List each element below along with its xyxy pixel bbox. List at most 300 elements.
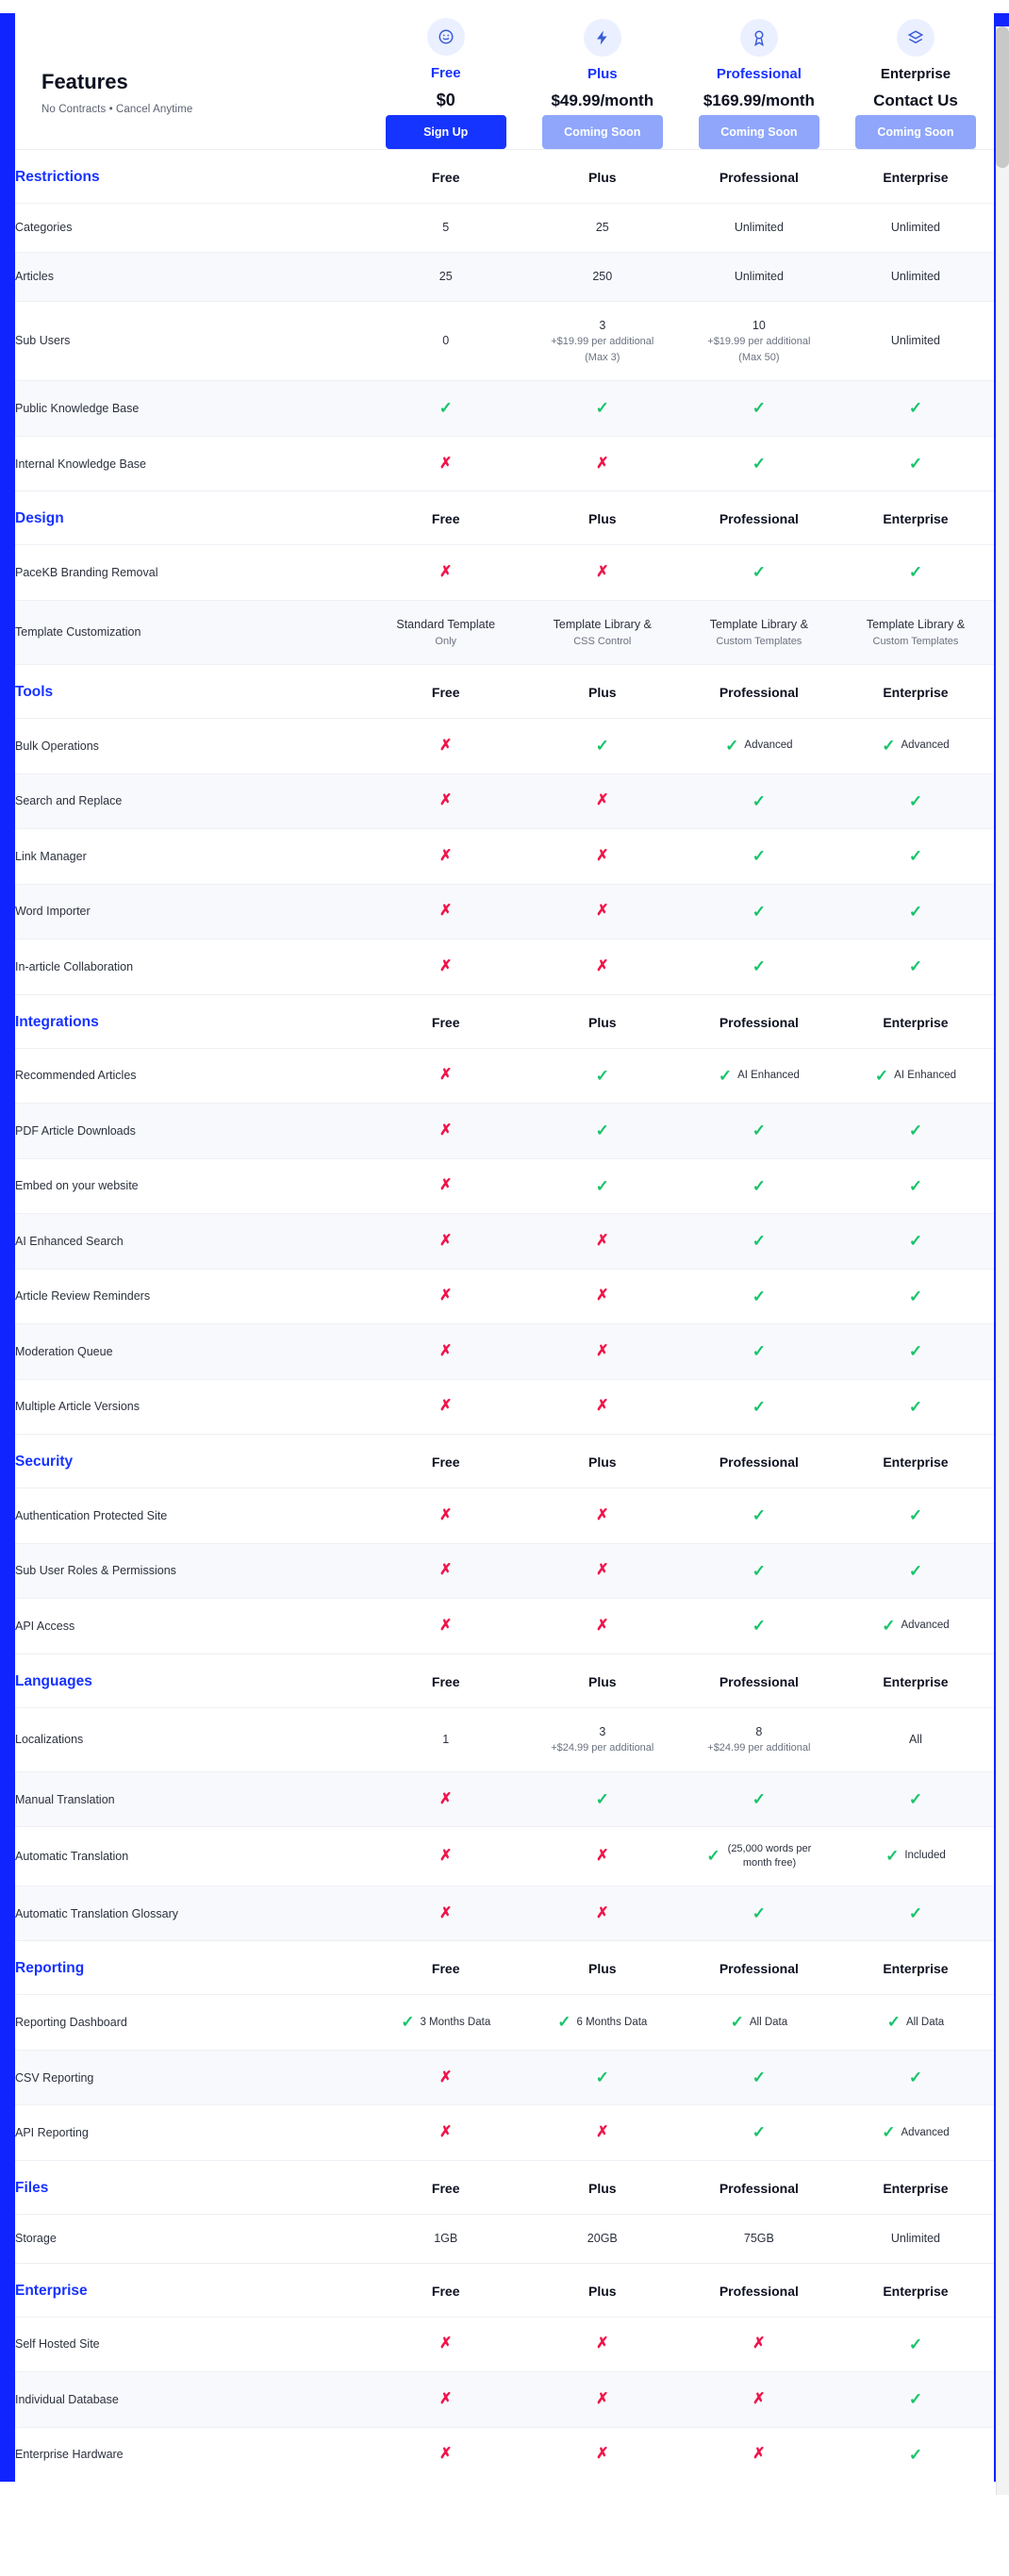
section-header-row (15, 150, 994, 204)
section-plan-label: Professional (681, 1435, 837, 1488)
table-row (15, 381, 994, 437)
check-icon: ✓ (595, 1066, 609, 1085)
feature-cell (681, 1771, 837, 1827)
feature-cell (524, 1543, 681, 1599)
feature-cell (681, 2105, 837, 2161)
feature-label: Authentication Protected Site (15, 1488, 368, 1544)
cross-icon: ✗ (596, 1617, 609, 1634)
check-icon: ✓ (908, 1397, 923, 1416)
plan-header-professional (681, 13, 837, 115)
cell-value: Unlimited (734, 269, 784, 283)
cross-icon: ✗ (439, 2124, 453, 2141)
cta-row (15, 115, 994, 150)
cross-icon: ✗ (596, 847, 609, 864)
feature-label: PDF Article Downloads (15, 1104, 368, 1159)
cell-value: Template Library & (553, 617, 652, 631)
feature-label: CSV Reporting (15, 2050, 368, 2105)
feature-cell (524, 2050, 681, 2105)
cross-icon: ✗ (596, 2390, 609, 2407)
section-header-row (15, 2263, 994, 2317)
feature-cell (837, 1158, 994, 1214)
feature-cell (368, 2317, 524, 2372)
cell-value: All (909, 1732, 922, 1746)
section-plan-label: Professional (681, 2160, 837, 2214)
pricing-table-container (15, 13, 994, 2482)
cross-icon: ✗ (596, 564, 609, 580)
table-row (15, 600, 994, 664)
cell-subtext: (Max 50) (738, 351, 780, 363)
section-plan-label: Professional (681, 1654, 837, 1707)
feature-cell (837, 436, 994, 491)
feature-label: Automatic Translation Glossary (15, 1886, 368, 1941)
plan-header-enterprise (837, 13, 994, 115)
feature-cell (681, 1995, 837, 2051)
section-plan-label: Enterprise (837, 2263, 994, 2317)
feature-cell (681, 773, 837, 829)
section-header-row (15, 994, 994, 1048)
check-icon: ✓ (908, 1232, 923, 1250)
cross-icon: ✗ (439, 1617, 453, 1634)
feature-cell (837, 1048, 994, 1104)
section-plan-label: Free (368, 1435, 524, 1488)
feature-cell (524, 884, 681, 939)
section-header-row (15, 491, 994, 545)
section-plan-label: Free (368, 491, 524, 545)
cross-icon: ✗ (439, 1506, 453, 1523)
feature-cell (524, 829, 681, 885)
section-plan-label: Plus (524, 1435, 681, 1488)
table-row (15, 1886, 994, 1941)
cell-subtext: Custom Templates (716, 635, 802, 647)
feature-cell (837, 1995, 994, 2051)
feature-cell (524, 1599, 681, 1654)
feature-label: Link Manager (15, 829, 368, 885)
section-plan-label: Plus (524, 491, 681, 545)
section-title: Integrations (15, 994, 368, 1048)
section-plan-label: Plus (524, 665, 681, 719)
feature-label: Manual Translation (15, 1771, 368, 1827)
feature-label: API Reporting (15, 2105, 368, 2161)
feature-cell (368, 1707, 524, 1771)
check-icon: ✓ (752, 1176, 766, 1195)
cross-icon: ✗ (439, 903, 453, 920)
table-row (15, 436, 994, 491)
table-row (15, 1488, 994, 1544)
section-plan-label: Free (368, 994, 524, 1048)
feature-cell (524, 1995, 681, 2051)
feature-cell (681, 939, 837, 995)
feature-cell (368, 301, 524, 381)
check-icon: ✓ (595, 2068, 609, 2086)
check-with-label: ✓ Advanced (882, 734, 949, 758)
feature-cell (524, 204, 681, 253)
feature-cell (681, 600, 837, 664)
check-icon: ✓ (752, 1506, 766, 1524)
section-plan-label: Enterprise (837, 1435, 994, 1488)
feature-cell (368, 2427, 524, 2482)
cross-icon: ✗ (596, 1342, 609, 1359)
feature-cell (681, 2427, 837, 2482)
section-plan-label: Professional (681, 150, 837, 204)
feature-cell (681, 1048, 837, 1104)
section-plan-label: Enterprise (837, 1941, 994, 1995)
feature-label: Word Importer (15, 884, 368, 939)
check-with-label: ✓ Advanced (882, 1614, 949, 1638)
check-icon: ✓ (557, 2013, 571, 2032)
window-frame-left (0, 13, 15, 2482)
feature-cell (837, 1269, 994, 1324)
cross-icon: ✗ (439, 847, 453, 864)
check-icon: ✓ (752, 847, 766, 865)
cell-value: Template Library & (866, 617, 966, 631)
check-icon: ✓ (908, 2068, 923, 2086)
cross-icon: ✗ (596, 1288, 609, 1305)
table-row (15, 1214, 994, 1270)
section-header-row (15, 665, 994, 719)
cross-icon: ✗ (439, 2335, 453, 2352)
cross-icon: ✗ (439, 957, 453, 974)
feature-label: Article Review Reminders (15, 1269, 368, 1324)
feature-label: PaceKB Branding Removal (15, 545, 368, 601)
feature-cell (837, 1707, 994, 1771)
feature-cell (368, 1269, 524, 1324)
section-header-row (15, 1941, 994, 1995)
check-icon: ✓ (908, 1561, 923, 1580)
cell-subtext: +$24.99 per additional (707, 1742, 811, 1754)
section-title: Restrictions (15, 150, 368, 204)
feature-label: In-article Collaboration (15, 939, 368, 995)
check-with-label: ✓ AI Enhanced (875, 1064, 956, 1089)
section-plan-label: Plus (524, 2263, 681, 2317)
check-icon: ✓ (752, 1617, 766, 1635)
plan-cta-professional-button[interactable]: Coming Soon (699, 115, 819, 149)
feature-label: Storage (15, 2214, 368, 2263)
feature-cell (681, 2317, 837, 2372)
feature-cell (837, 2214, 994, 2263)
check-icon: ✓ (752, 957, 766, 975)
check-icon: ✓ (908, 399, 923, 418)
feature-cell (368, 1324, 524, 1380)
check-icon: ✓ (908, 791, 923, 810)
section-plan-label: Professional (681, 2263, 837, 2317)
feature-label: Localizations (15, 1707, 368, 1771)
feature-cell (524, 2372, 681, 2428)
check-icon: ✓ (752, 399, 766, 418)
feature-cell (368, 719, 524, 774)
check-icon: ✓ (706, 1847, 720, 1866)
cell-subtext: +$19.99 per additional (707, 336, 811, 348)
feature-cell (837, 545, 994, 601)
feature-cell (524, 1214, 681, 1270)
section-title: Tools (15, 665, 368, 719)
plan-price: Contact Us (873, 91, 958, 109)
plan-price: $169.99/month (703, 91, 815, 109)
check-icon: ✓ (718, 1066, 733, 1085)
table-row (15, 884, 994, 939)
table-row (15, 1324, 994, 1380)
bolt-icon (584, 19, 621, 57)
table-row (15, 2427, 994, 2482)
section-plan-label: Professional (681, 994, 837, 1048)
feature-cell (524, 301, 681, 381)
feature-cell (837, 1827, 994, 1886)
cell-value: 10 (752, 318, 766, 332)
cell-value: 0 (442, 334, 450, 347)
feature-cell (368, 1886, 524, 1941)
section-plan-label: Professional (681, 1941, 837, 1995)
feature-cell (524, 545, 681, 601)
feature-cell (368, 1214, 524, 1270)
section-plan-label: Free (368, 1941, 524, 1995)
feature-cell (524, 1324, 681, 1380)
check-icon: ✓ (752, 1561, 766, 1580)
feature-cell (368, 204, 524, 253)
check-icon: ✓ (752, 2123, 766, 2142)
check-icon: ✓ (752, 1397, 766, 1416)
cell-subtext: Only (435, 635, 457, 647)
feature-cell (837, 1214, 994, 1270)
scrollbar-thumb[interactable] (996, 26, 1009, 168)
feature-cell (681, 1827, 837, 1886)
table-row (15, 773, 994, 829)
feature-cell (368, 1158, 524, 1214)
cross-icon: ✗ (439, 1288, 453, 1305)
cross-icon: ✗ (439, 455, 453, 472)
plan-price: $0 (436, 91, 455, 109)
section-plan-label: Plus (524, 1654, 681, 1707)
cross-icon: ✗ (439, 1232, 453, 1249)
feature-cell (368, 545, 524, 601)
feature-cell (368, 884, 524, 939)
feature-cell (681, 301, 837, 381)
cross-icon: ✗ (439, 2390, 453, 2407)
feature-cell (837, 1886, 994, 1941)
cell-value: 20GB (587, 2231, 618, 2245)
feature-label: Individual Database (15, 2372, 368, 2428)
feature-label: Recommended Articles (15, 1048, 368, 1104)
plan-cta-free-button[interactable]: Sign Up (386, 115, 506, 149)
cross-icon: ✗ (753, 2446, 766, 2463)
pricing-comparison-page (0, 13, 1009, 2482)
cell-subtext: +$24.99 per additional (551, 1742, 654, 1754)
plan-cta-plus-button[interactable]: Coming Soon (542, 115, 663, 149)
table-row (15, 2214, 994, 2263)
feature-cell (368, 829, 524, 885)
feature-cell (524, 436, 681, 491)
check-icon: ✓ (752, 563, 766, 582)
check-icon: ✓ (908, 847, 923, 865)
section-plan-label: Enterprise (837, 1654, 994, 1707)
feature-cell (837, 2372, 994, 2428)
cell-value: Template Library & (709, 617, 808, 631)
feature-label: Moderation Queue (15, 1324, 368, 1380)
contract-note: No Contracts • Cancel Anytime (41, 104, 193, 115)
feature-cell (524, 719, 681, 774)
feature-cell (368, 436, 524, 491)
section-plan-label: Professional (681, 665, 837, 719)
feature-cell (681, 204, 837, 253)
feature-cell (524, 2427, 681, 2482)
check-icon: ✓ (752, 1287, 766, 1305)
feature-cell (837, 773, 994, 829)
feature-cell (681, 1214, 837, 1270)
page-scrollbar[interactable] (996, 26, 1009, 2495)
table-row (15, 2050, 994, 2105)
cell-value: Unlimited (890, 221, 940, 234)
feature-cell (368, 1048, 524, 1104)
section-header-row (15, 1435, 994, 1488)
feature-cell (681, 436, 837, 491)
cross-icon: ✗ (596, 1398, 609, 1415)
check-icon: ✓ (908, 1287, 923, 1305)
cell-value: Unlimited (890, 334, 940, 347)
check-icon: ✓ (908, 2445, 923, 2464)
cell-value: 3 (599, 1724, 606, 1738)
cell-value: 250 (592, 269, 613, 283)
table-row (15, 1048, 994, 1104)
feature-cell (681, 252, 837, 301)
medal-icon (740, 19, 778, 57)
section-plan-label: Free (368, 2263, 524, 2317)
feature-label: Template Customization (15, 600, 368, 664)
table-row (15, 301, 994, 381)
check-icon: ✓ (752, 791, 766, 810)
check-with-label: ✓ (25,000 words per month free) (706, 1843, 812, 1870)
section-plan-label: Plus (524, 1941, 681, 1995)
cross-icon: ✗ (439, 1904, 453, 1921)
check-icon: ✓ (908, 957, 923, 975)
cell-subtext: +$19.99 per additional (551, 336, 654, 348)
plan-cta-enterprise-button[interactable]: Coming Soon (855, 115, 976, 149)
section-plan-label: Free (368, 1654, 524, 1707)
section-plan-label: Enterprise (837, 2160, 994, 2214)
feature-cell (368, 2372, 524, 2428)
section-title: Files (15, 2160, 368, 2214)
feature-cell (368, 1599, 524, 1654)
cross-icon: ✗ (439, 2446, 453, 2463)
feature-cell (524, 2214, 681, 2263)
plan-name: Free (430, 65, 461, 81)
table-row (15, 1599, 994, 1654)
feature-label: Enterprise Hardware (15, 2427, 368, 2482)
feature-cell (368, 252, 524, 301)
feature-cell (524, 1488, 681, 1544)
cell-value: 3 (599, 318, 606, 332)
feature-cell (524, 600, 681, 664)
feature-cell (681, 2372, 837, 2428)
check-with-label: ✓ 3 Months Data (401, 2010, 490, 2035)
cell-subtext: CSS Control (573, 635, 632, 647)
table-row (15, 829, 994, 885)
cross-icon: ✗ (596, 2124, 609, 2141)
feature-cell (681, 1324, 837, 1380)
feature-label: Articles (15, 252, 368, 301)
feature-cell (368, 1771, 524, 1827)
feature-cell (837, 1104, 994, 1159)
plan-comparison-table (15, 13, 994, 2482)
cell-value: 75GB (743, 2231, 774, 2245)
features-column-header (15, 13, 368, 115)
cross-icon: ✗ (596, 2446, 609, 2463)
feature-cell (368, 773, 524, 829)
section-title: Enterprise (15, 2263, 368, 2317)
section-plan-label: Enterprise (837, 150, 994, 204)
check-with-label: ✓ Advanced (882, 2120, 949, 2145)
check-with-label: ✓ Included (885, 1844, 946, 1869)
table-row (15, 1158, 994, 1214)
feature-cell (681, 545, 837, 601)
cross-icon: ✗ (596, 2335, 609, 2352)
check-icon: ✓ (908, 1342, 923, 1360)
section-title: Languages (15, 1654, 368, 1707)
section-plan-label: Plus (524, 2160, 681, 2214)
feature-cell (524, 1269, 681, 1324)
feature-cell (681, 2214, 837, 2263)
check-icon: ✓ (752, 1342, 766, 1360)
feature-cell (368, 2214, 524, 2263)
cell-value: 1 (442, 1732, 450, 1746)
cell-value: Unlimited (890, 269, 940, 283)
cross-icon: ✗ (439, 1398, 453, 1415)
feature-cell (681, 1488, 837, 1544)
cell-value: 1GB (434, 2231, 458, 2245)
check-icon: ✓ (908, 454, 923, 473)
section-plan-label: Enterprise (837, 665, 994, 719)
table-row (15, 2105, 994, 2161)
check-icon: ✓ (874, 1066, 889, 1085)
cross-icon: ✗ (596, 1232, 609, 1249)
feature-cell (368, 381, 524, 437)
feature-cell (524, 1886, 681, 1941)
feature-cell (681, 719, 837, 774)
feature-cell (837, 1379, 994, 1435)
cross-icon: ✗ (439, 564, 453, 580)
plan-header-free (368, 13, 524, 115)
section-plan-label: Free (368, 150, 524, 204)
feature-cell (837, 1543, 994, 1599)
feature-label: API Access (15, 1599, 368, 1654)
feature-label: Public Knowledge Base (15, 381, 368, 437)
check-icon: ✓ (752, 1789, 766, 1808)
check-icon: ✓ (438, 399, 453, 418)
cell-value: 8 (755, 1724, 763, 1738)
feature-label: Multiple Article Versions (15, 1379, 368, 1435)
feature-cell (681, 829, 837, 885)
cross-icon: ✗ (596, 1848, 609, 1865)
plan-price: $49.99/month (551, 91, 654, 109)
cross-icon: ✗ (439, 1122, 453, 1138)
check-icon: ✓ (752, 1232, 766, 1250)
cross-icon: ✗ (439, 1177, 453, 1194)
feature-cell (837, 939, 994, 995)
cross-icon: ✗ (439, 792, 453, 809)
feature-cell (368, 2050, 524, 2105)
cell-value: 25 (438, 269, 453, 283)
check-icon: ✓ (595, 399, 609, 418)
feature-label: Bulk Operations (15, 719, 368, 774)
section-header-row (15, 1654, 994, 1707)
feature-cell (681, 1599, 837, 1654)
feature-cell (524, 1771, 681, 1827)
check-icon: ✓ (908, 2335, 923, 2353)
section-plan-label: Plus (524, 994, 681, 1048)
feature-cell (837, 1771, 994, 1827)
cell-value: Standard Template (396, 617, 496, 631)
section-plan-label: Enterprise (837, 994, 994, 1048)
table-row (15, 2372, 994, 2428)
check-with-label: ✓ All Data (887, 2010, 945, 2035)
check-icon: ✓ (752, 1122, 766, 1139)
